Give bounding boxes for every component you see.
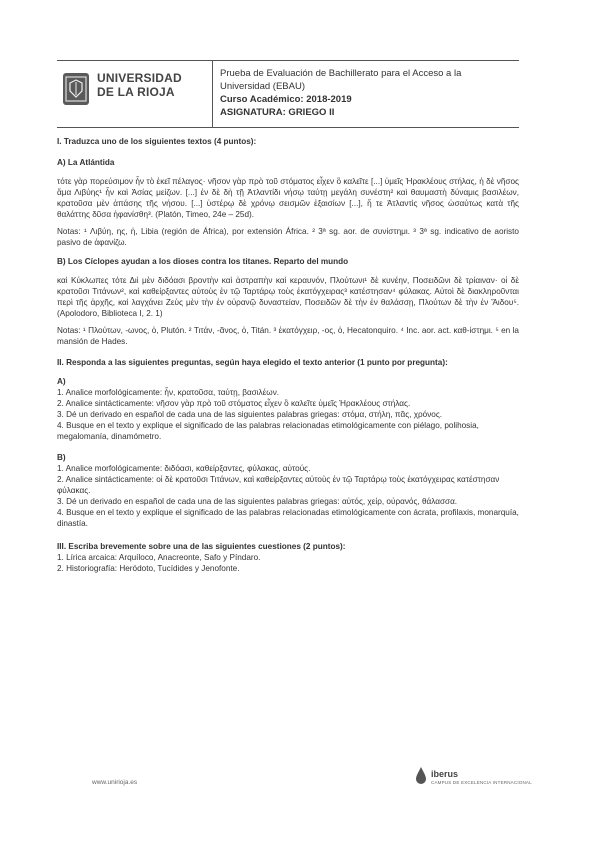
subject: ASIGNATURA: GRIEGO II [220, 107, 335, 118]
iberus-subtitle: CAMPUS DE EXCELENCIA INTERNACIONAL [431, 780, 532, 785]
university-name: UNIVERSIDAD DE LA RIOJA [97, 71, 182, 99]
text-b-notes: Notas: ¹ Πλούτων, -ωνος, ὁ, Plutón. ² Τιτάν, -ᾶνος, ὁ, Titán. ³ ἑκατόγχειρ, -ος, ὁ, Hecatonquiro. ⁴ Inc. aor. act. καθ-ίστημι. ⁵ en la mansión de Hades. [57, 326, 519, 346]
list-item: 2. Analice sintácticamente: νῆσον γὰρ πρὸ τοῦ στόματος εἶχεν ὃ καλεῖτε ὑμεῖς Ἡρακλέους στήλας. [57, 399, 411, 408]
exam-content [57, 136, 519, 574]
list-item: 2. Historiografía: Heródoto, Tucídides y Jenofonte. [57, 564, 240, 573]
list-item: 4. Busque en el texto y explique el significado de las palabras relacionadas etimológicamente con piélago, polihosia, megalomanía, dinamómetro. [57, 421, 479, 441]
university-logo-icon [63, 73, 89, 105]
text-a-notes: Notas: ¹ Λιβύη, ης, ἡ, Libia (región de África), por extensión África. ² 3ª sg. aor. de συνίστημι. ³ 3ª sg. indicativo de aoristo pasivo de ἀφανίζω. [57, 227, 519, 247]
list-item: 3. Dé un derivado en español de cada una de las siguientes palabras griegas: αὐτός, χείρ, οὐρανός, θάλασσα. [57, 497, 458, 506]
text-a-title: A) La Atlántida [57, 158, 115, 167]
iberus-drop-icon [415, 766, 427, 786]
list-item: 4. Busque en el texto y explique el significado de las palabras relacionadas etimológicamente con ácrata, profilaxis, monarquía, dinastía. [57, 508, 519, 528]
exam-title: Prueba de Evaluación de Bachillerato para el Acceso a la [220, 68, 462, 79]
part3-list [57, 552, 519, 574]
iberus-name: iberus [431, 769, 459, 779]
part2-heading: II. Responda a las siguientes preguntas, según haya elegido el texto anterior (1 punto por pregunta): [57, 358, 448, 367]
exam-title-cont: Universidad (EBAU) [220, 81, 305, 92]
part2-a-label: A) [57, 377, 66, 386]
list-item: 2. Analice sintácticamente: οἱ δὲ κρατοῦσι Τιτάνων, καὶ καθείρξαντες αὐτοὺς ἐν τῷ Ταρτάρῳ τοὺς ἑκατόγχειρας κατέστησαν φύλακας. [57, 475, 500, 495]
footer-url[interactable]: www.unirioja.es [92, 779, 138, 786]
part1-heading: I. Traduzca uno de los siguientes textos (4 puntos): [57, 137, 257, 146]
list-item: 1. Analice morfológicamente: ἦν, κρατοῦσα, ταύτῃ, βασιλέων. [57, 388, 280, 397]
list-item: 1. Lírica arcaica: Arquíloco, Anacreonte, Safo y Píndaro. [57, 553, 261, 562]
list-item: 3. Dé un derivado en español de cada una de las siguientes palabras griegas: στόμα, στήλη, πᾶς, χρόνος. [57, 410, 443, 419]
iberus-logo [415, 766, 532, 790]
part2-b-label: B) [57, 453, 66, 462]
part3-heading: III. Escriba brevemente sobre una de las siguientes cuestiones (2 puntos): [57, 542, 346, 551]
list-item: 1. Analice morfológicamente: διδόασι, καθείρξαντες, φύλακας, αὐτούς. [57, 464, 311, 473]
part2-b-list [57, 463, 519, 529]
header-divider [212, 61, 213, 127]
text-b-title: B) Los Cíclopes ayudan a los dioses contra los titanes. Reparto del mundo [57, 257, 349, 266]
exam-header [57, 60, 519, 128]
text-b-greek: καὶ Κύκλωπες τότε Διὶ μὲν διδόασι βροντὴν καὶ ἀστραπὴν καὶ κεραυνόν, Πλούτωνι¹ δὲ κυνέην, Ποσειδῶνι δὲ τρίαιναν· οἱ δὲ κρατοῦσι Τιτάνων², καὶ καθείρξαντες αὐτοὺς ἐν τῷ Ταρτάρῳ τοὺς ἑκατόγχειρας³ κατέστησαν⁴ φύλακας. Αὐτοὶ δὲ διακληροῦνται περὶ τῆς ἀρχῆς, καὶ λαγχάνει Ζεὺς μὲν τὴν ἐν οὐρανῷ δυναστείαν, Ποσειδῶν δὲ τὴν ἐν θαλάσσῃ, Πλούτων δὲ τὴν ἐν Ἅιδου⁵. (Apolodoro, Biblioteca I, 2. 1) [57, 276, 519, 318]
academic-course: Curso Académico: 2018-2019 [220, 94, 352, 105]
part2-a-list [57, 387, 519, 442]
exam-info [220, 67, 516, 119]
text-a-greek: τότε γὰρ πορεύσιμον ἦν τὸ ἐκεῖ πέλαγος· νῆσον γὰρ πρὸ τοῦ στόματος εἶχεν ὃ καλεῖτε [...] ὑμεῖς Ἡρακλέους στήλας, ἡ δὲ νῆσος ἅμα Λιβύης¹ ἦν καὶ Ἀσίας μείζων. [...] ἐν δὲ δὴ τῇ Ἀτλαντίδι νήσῳ ταύτῃ μεγάλη συνέστη² καὶ θαυμαστὴ δύναμις βασιλέων, κρατοῦσα μὲν ἁπάσης τῆς νήσου. [...] ὑστέρῳ δὲ χρόνῳ σεισμῶν ἐξαισίων [...], ἥ τε Ἀτλαντὶς νῆσος ὡσαύτως κατὰ τῆς θαλάττης δῦσα ἠφανίσθη³. (Platón, Timeo, 24e – 25d). [57, 177, 519, 219]
